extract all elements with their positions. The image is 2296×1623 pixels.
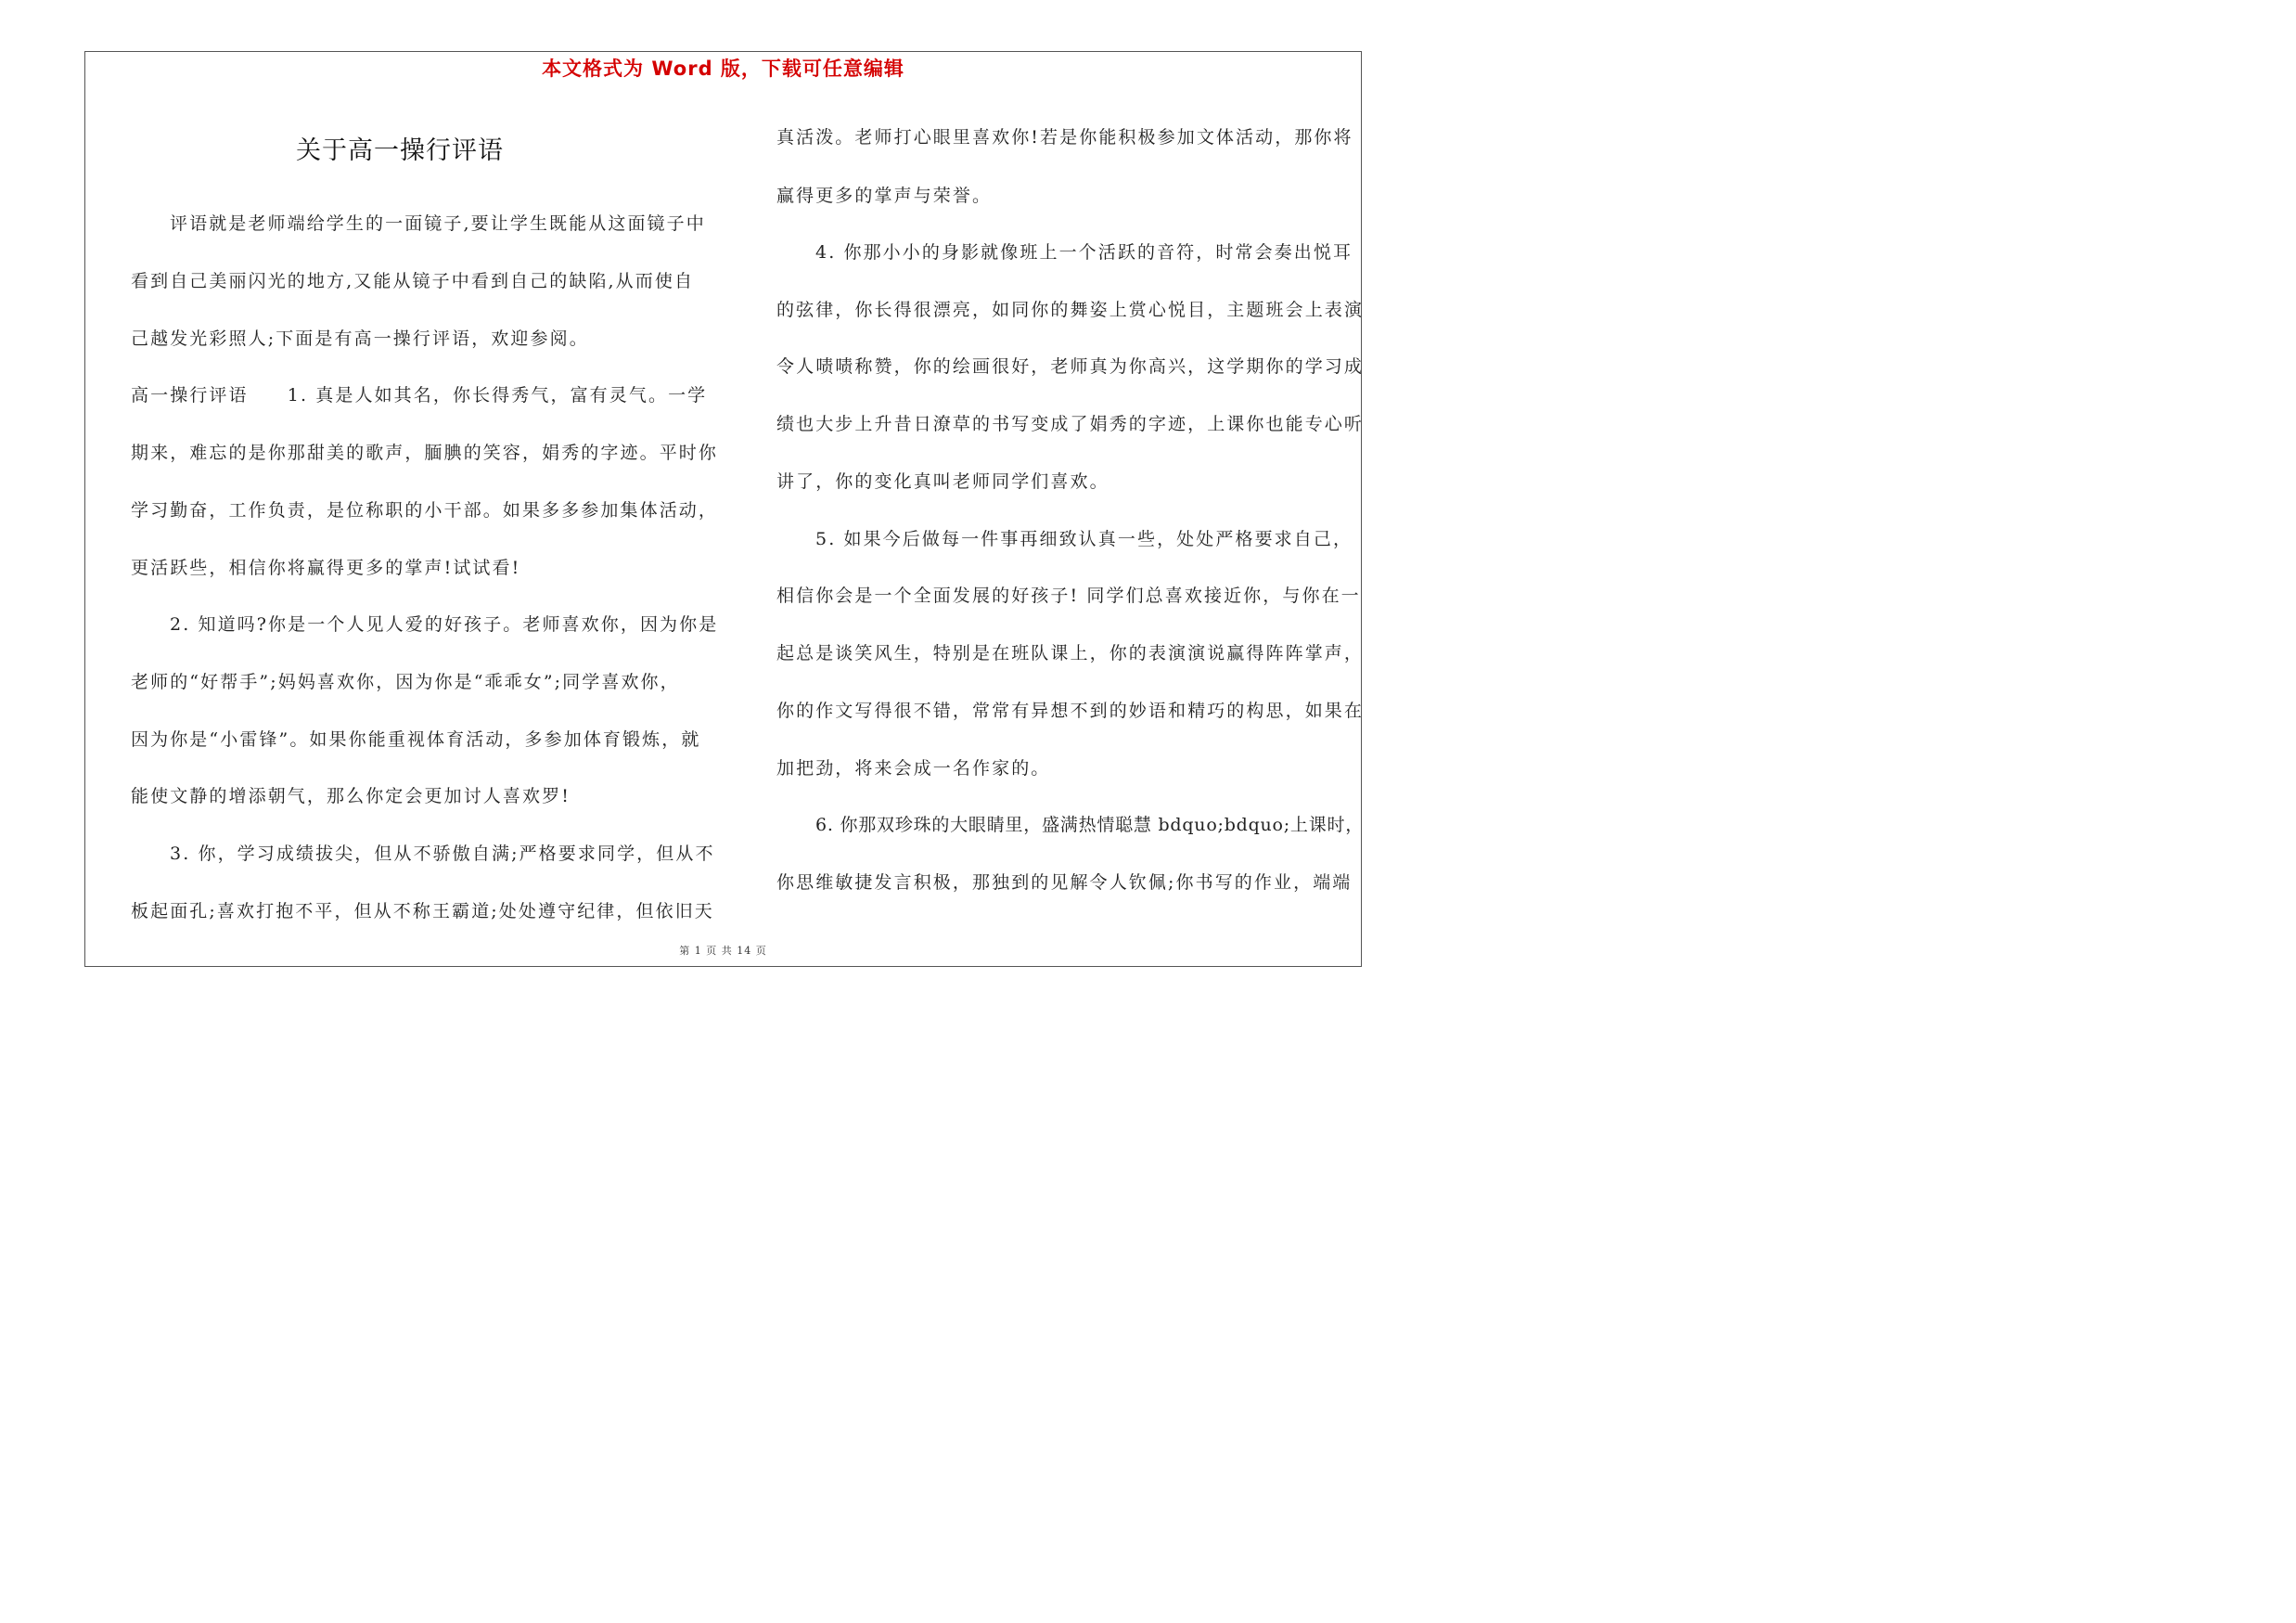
paragraph-line: 6. 你那双珍珠的大眼睛里，盛满热情聪慧 bdquo;bdquo;上课时， bbox=[815, 815, 1365, 835]
paragraph-line: 加把劲，将来会成一名作家的。 bbox=[776, 758, 1051, 779]
paragraph-line: 的弦律，你长得很漂亮，如同你的舞姿上赏心悦目，主题班会上表演 bbox=[776, 300, 1365, 320]
paragraph-line: 因为你是“小雷锋”。如果你能重视体育活动，多参加体育锻炼，就 bbox=[131, 729, 701, 750]
word-format-banner: 本文格式为 Word 版，下载可任意编辑 bbox=[542, 58, 904, 80]
paragraph-line: 你思维敏捷发言积极，那独到的见解令人钦佩;你书写的作业，端端 bbox=[776, 872, 1353, 893]
paragraph-line: 评语就是老师端给学生的一面镜子,要让学生既能从这面镜子中 bbox=[170, 213, 706, 234]
paragraph-line: 板起面孔;喜欢打抱不平，但从不称王霸道;处处遵守纪律，但依旧天 bbox=[131, 901, 714, 921]
paragraph-line: 能使文静的增添朝气，那么你定会更加讨人喜欢罗! bbox=[131, 786, 571, 806]
paragraph-line: 看到自己美丽闪光的地方,又能从镜子中看到自己的缺陷,从而使自 bbox=[131, 271, 695, 291]
paragraph-line: 高一操行评语 1. 真是人如其名，你长得秀气，富有灵气。一学 bbox=[131, 385, 708, 406]
document-title: 关于高一操行评语 bbox=[296, 136, 504, 165]
paragraph-line: 学习勤奋，工作负责，是位称职的小干部。如果多多参加集体活动， bbox=[131, 500, 719, 521]
paragraph-line: 期来，难忘的是你那甜美的歌声，腼腆的笑容，娟秀的字迹。平时你 bbox=[131, 443, 719, 463]
paragraph-line: 相信你会是一个全面发展的好孩子! 同学们总喜欢接近你，与你在一 bbox=[776, 586, 1361, 606]
paragraph-line: 3. 你，学习成绩拔尖，但从不骄傲自满;严格要求同学，但从不 bbox=[170, 844, 715, 864]
paragraph-line: 4. 你那小小的身影就像班上一个活跃的音符，时常会奏出悦耳 bbox=[815, 242, 1353, 263]
paragraph-line: 你的作文写得很不错，常常有异想不到的妙语和精巧的构思，如果在 bbox=[776, 701, 1365, 721]
paragraph-line: 2. 知道吗?你是一个人见人爱的好孩子。老师喜欢你，因为你是 bbox=[170, 614, 719, 635]
paragraph-line: 己越发光彩照人;下面是有高一操行评语，欢迎参阅。 bbox=[131, 328, 589, 349]
paragraph-line: 绩也大步上升昔日潦草的书写变成了娟秀的字迹，上课你也能专心听 bbox=[776, 414, 1365, 434]
paragraph-line: 起总是谈笑风生，特别是在班队课上，你的表演演说赢得阵阵掌声， bbox=[776, 643, 1365, 663]
paragraph-line: 赢得更多的掌声与荣誉。 bbox=[776, 186, 993, 206]
paragraph-line: 5. 如果今后做每一件事再细致认真一些，处处严格要求自己， bbox=[815, 529, 1353, 549]
paragraph-line: 老师的“好帮手”;妈妈喜欢你，因为你是“乖乖女”;同学喜欢你， bbox=[131, 672, 680, 692]
paragraph-line: 讲了，你的变化真叫老师同学们喜欢。 bbox=[776, 471, 1110, 492]
paragraph-line: 令人啧啧称赞，你的绘画很好，老师真为你高兴，这学期你的学习成 bbox=[776, 356, 1365, 377]
paragraph-line: 真活泼。老师打心眼里喜欢你!若是你能积极参加文体活动，那你将 bbox=[776, 127, 1353, 148]
page-number-footer: 第 1 页 共 14 页 bbox=[679, 945, 767, 957]
paragraph-line: 更活跃些，相信你将赢得更多的掌声!试试看! bbox=[131, 558, 521, 578]
